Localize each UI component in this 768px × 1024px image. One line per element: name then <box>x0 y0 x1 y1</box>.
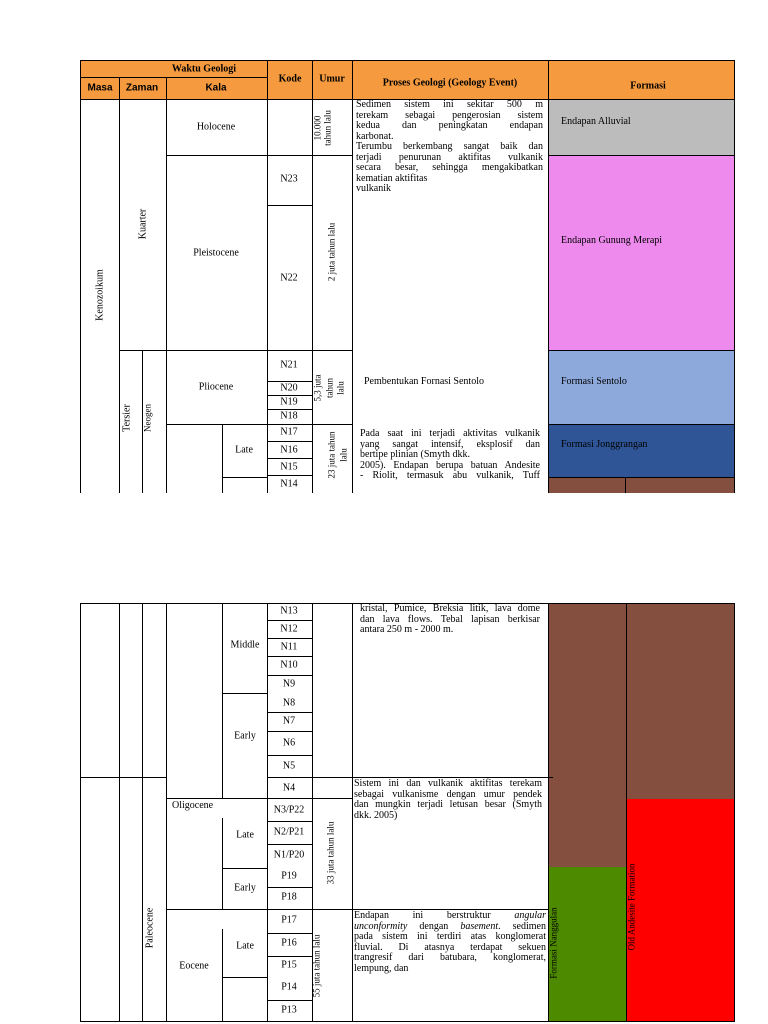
kode-n7: N7 <box>282 715 296 727</box>
umur-53-b: tahun <box>324 378 335 398</box>
kala-late-eocene: Late <box>236 940 254 952</box>
header-formasi: Formasi <box>630 80 666 92</box>
kode-p15: P15 <box>281 959 297 971</box>
header-kode: Kode <box>278 73 302 85</box>
kode-n6: N6 <box>282 737 296 749</box>
masa-kenozoikum: Kenozoikum <box>94 269 106 321</box>
header-masa: Masa <box>87 82 113 94</box>
header-umur: Umur <box>319 73 345 85</box>
proses-p3: Pada saat ini terjadi aktivitas vulkanik yang sangat intensif, eksplosif dan bertipe plinian (Smyth dkk. 2005). Endapan berupa batuan Andesite - Riolit, termasuk abu vulkanik, Tuff <box>360 428 540 481</box>
umur-10000-a: 10.000 <box>312 115 323 141</box>
kode-p19: P19 <box>281 870 297 882</box>
kode-n18: N18 <box>280 410 298 422</box>
kode-n13: N13 <box>280 605 298 617</box>
kode-n9: N9 <box>282 678 296 690</box>
kode-p18: P18 <box>281 891 297 903</box>
formasi-nanggulan: Formasi Nanggulan <box>548 907 559 979</box>
kode-p16: P16 <box>281 937 297 949</box>
header-waktu-geologi: Waktu Geologi <box>171 63 237 75</box>
kala-eocene: Eocene <box>179 960 209 972</box>
header-zaman: Zaman <box>125 82 159 94</box>
formasi-sentolo: Formasi Sentolo <box>561 376 627 387</box>
kala-oligocene: Oligocene <box>172 800 214 811</box>
kode-n19: N19 <box>280 396 298 408</box>
header-proses: Proses Geologi (Geology Event) <box>382 77 518 89</box>
kode-p13: P13 <box>281 1004 297 1016</box>
kode-n22: N22 <box>280 272 298 284</box>
zaman-kuarter: Kuarter <box>137 208 149 240</box>
header-kala: Kala <box>205 82 227 94</box>
kala-holocene: Holocene <box>196 121 236 133</box>
kode-n17: N17 <box>280 426 298 438</box>
formasi-old-andesite: Old Andesite Formation <box>626 863 637 951</box>
umur-23-b: lalu <box>338 448 349 462</box>
proses-p4: kristal, Pumice, Breksia litik, lava dome dan lava flows. Tebal lapisan berkisar antara 250 m - 2000 m. <box>360 603 540 635</box>
kode-p17: P17 <box>281 914 297 926</box>
kode-n3p22: N3/P22 <box>273 804 305 816</box>
kode-n1p20: N1/P20 <box>273 849 305 861</box>
kode-n21: N21 <box>280 359 298 371</box>
formasi-alluvial: Endapan Alluvial <box>561 116 631 127</box>
block-old-andesite <box>626 799 735 1022</box>
block-brown-bottom-right <box>626 603 735 799</box>
kode-p14: P14 <box>281 981 297 993</box>
proses-p6: Endapan ini berstruktur angular unconformity dengan basement. sedimen pada sistem ini terdiri atas konglomerat fluvial. Di atasnya terdapat sekuen trangresif dari batubara, konglomerat, lempung, dan <box>354 910 546 974</box>
kala-early: Early <box>234 730 256 742</box>
kode-n20: N20 <box>280 382 298 394</box>
kala-late-oligo: Late <box>236 829 254 841</box>
kode-n14: N14 <box>280 478 298 490</box>
kala-late: Late <box>235 444 253 456</box>
kode-n2p21: N2/P21 <box>273 826 305 838</box>
kala-pliocene: Pliocene <box>198 381 234 393</box>
formasi-merapi: Endapan Gunung Merapi <box>561 235 663 246</box>
proses-p5: Sistem ini dan vulkanik aktifitas terekam sebagai vulkanisme dengan umur pendek dan mungkin terjadi letusan besar (Smyth dkk. 2005) <box>354 778 542 821</box>
umur-53-c: lalu <box>335 381 346 395</box>
zaman-paleocene: Paleocene <box>144 907 156 949</box>
block-brown-bottom-left <box>548 603 626 867</box>
zaman-neogen: Neogen <box>142 404 153 432</box>
formasi-jonggrangan: Formasi Jonggrangan <box>561 439 648 450</box>
kode-n23: N23 <box>280 173 298 185</box>
umur-53-a: 5,3 juta <box>312 374 323 402</box>
kode-n16: N16 <box>280 444 298 456</box>
kala-middle: Middle <box>230 639 260 651</box>
proses-p1: Sedimen sistem ini sekitar 500 m terekam sebagai pengerosian sistem kedua dan peningkatan endapan karbonat. Terumbu berkembang sangat baik dan terjadi penurunan aktifitas vulkanik secara besar, sehingga mengakibatkan kematian aktifitas vulkanik <box>356 99 543 194</box>
kode-n11: N11 <box>280 641 298 653</box>
kode-n5: N5 <box>282 760 296 772</box>
umur-23-a: 23 juta tahun <box>326 431 337 479</box>
kode-n12: N12 <box>280 623 298 635</box>
zaman-tersier: Tersier <box>121 404 133 432</box>
kode-n8: N8 <box>282 697 296 709</box>
kala-early-oligo: Early <box>234 882 256 894</box>
kode-n10: N10 <box>280 659 298 671</box>
block-nanggulan <box>548 867 626 1022</box>
umur-2juta: 2 juta tahun lalu <box>326 222 337 282</box>
umur-33: 33 juta tahun lalu <box>325 821 336 885</box>
umur-55: 55 juta tahun lalu <box>311 934 322 998</box>
kode-n15: N15 <box>280 461 298 473</box>
kode-n4: N4 <box>282 782 296 794</box>
proses-sentolo: Pembentukan Fornasi Sentolo <box>364 376 484 387</box>
umur-10000-b: tahun lalu <box>322 110 333 146</box>
kala-pleistocene: Pleistocene <box>193 247 239 259</box>
